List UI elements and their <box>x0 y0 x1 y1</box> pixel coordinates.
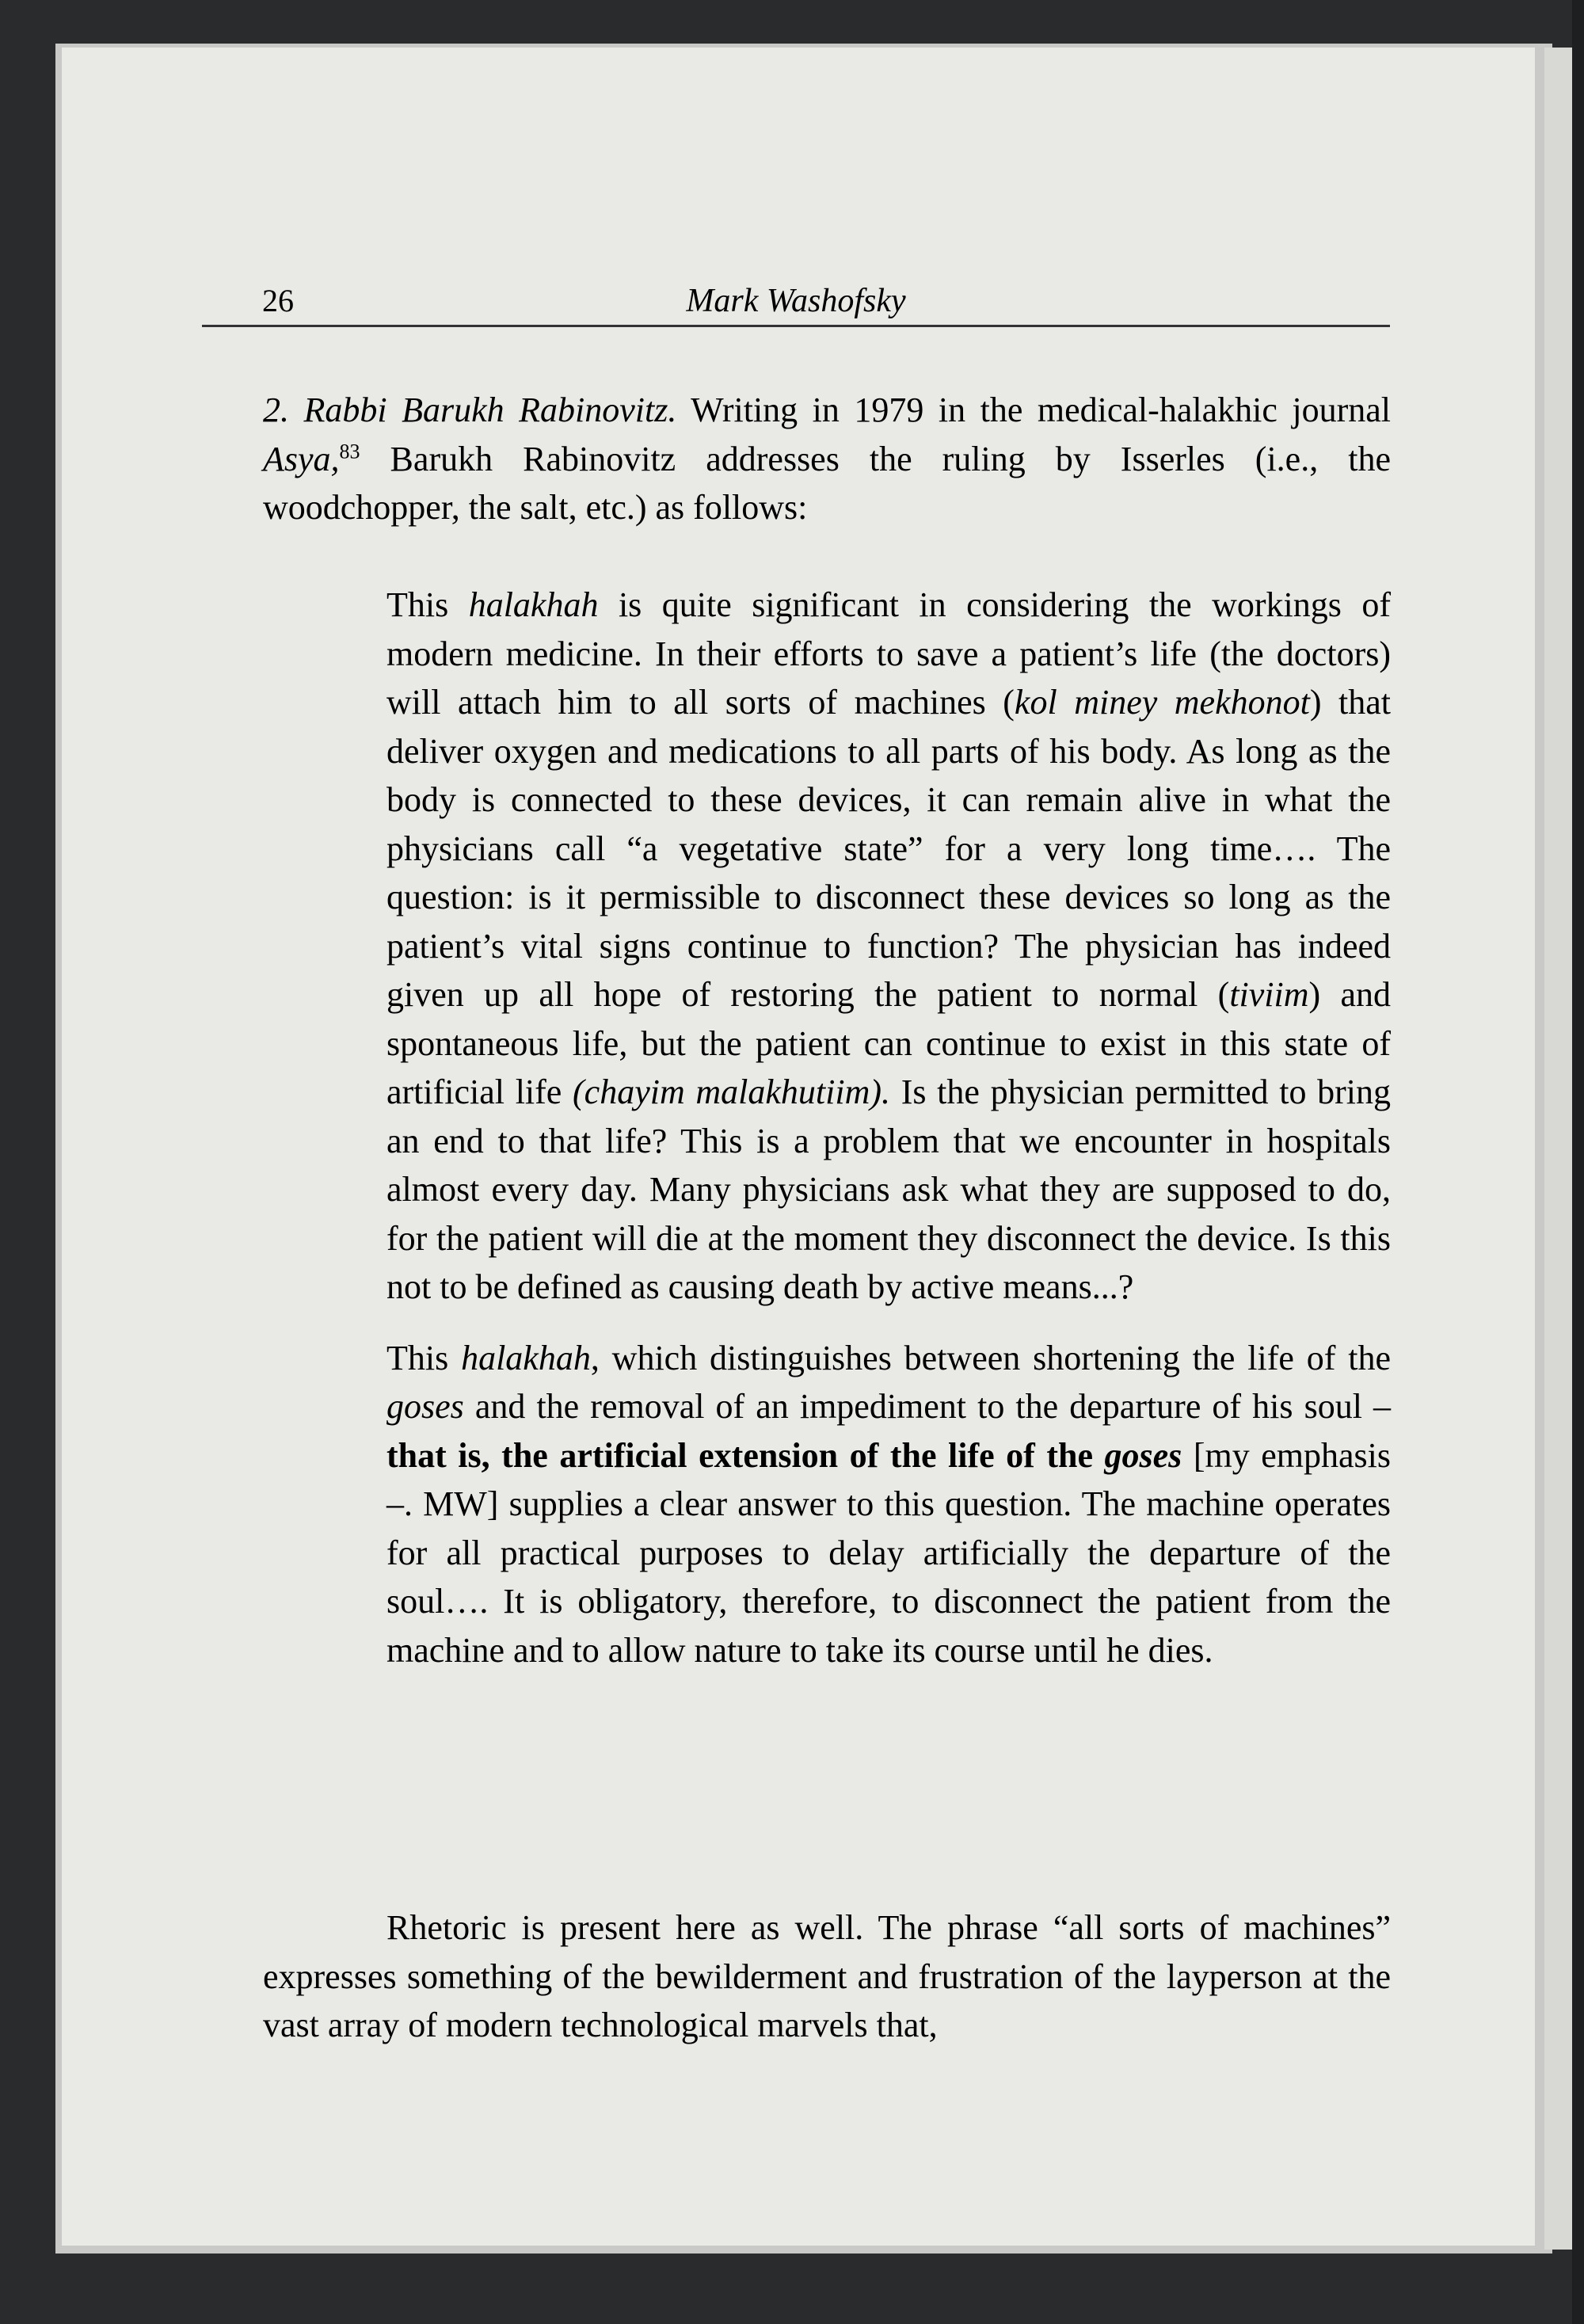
page-header <box>202 281 1390 327</box>
quote-text: is quite significant in considering the workings of modern medicine. In their efforts to save a patient’s life (the doctors) will attach him to all sorts of machines ( <box>386 585 1391 722</box>
block-quote <box>386 581 1391 1697</box>
quote-text: [my emphasis –. MW] supplies a clear answer to this question. The machine operates for all practical purposes to delay artificially the departure of the soul…. It is obligatory, therefore, to disconnect the patient from the machine and to allow nature to take its course until he dies. <box>386 1435 1391 1670</box>
term-goses: goses <box>386 1387 464 1426</box>
footnote-marker[interactable]: 83 <box>339 439 360 463</box>
term-chayim-malakhutiim: (chayim malakhutiim). <box>573 1072 891 1111</box>
quote-text: ) and spontaneous life, but the patient can continue to exist in this state of artificial life <box>386 975 1391 1111</box>
quote-text: ) that deliver oxygen and medications to all parts of his body. As long as the body is connected to these devices, it can remain alive in what the physicians call “a vegetative state” for a very long time…. The question: is it permissible to disconnect these devices so long as the patient’s vital signs continue to function? The physician has indeed given up all hope of restoring the patient to normal ( <box>386 683 1391 1014</box>
intro-text-2: Barukh Rabinovitz addresses the ruling by Isserles (i.e., the woodchopper, the salt, etc.) as follows: <box>263 439 1391 527</box>
term-kol-miney-mekhonot: kol miney mekhonot <box>1014 683 1310 722</box>
journal-name: Asya, <box>263 439 340 478</box>
page-number: 26 <box>262 283 294 318</box>
quote-text: and the removal of an impediment to the departure of his soul – <box>463 1387 1391 1426</box>
term-halakhah: halakhah <box>461 1338 591 1377</box>
quote-text: This <box>386 585 469 624</box>
term-tiviim: tiviim <box>1229 975 1309 1014</box>
emphasis-text: that is, the artificial extension of the life of the <box>386 1435 1105 1475</box>
quote-text: , which distinguishes between shortening the life of the <box>590 1338 1391 1377</box>
quote-text: This <box>386 1338 462 1377</box>
background-edge <box>1572 0 1584 2324</box>
section-label: 2. Rabbi Barukh Rabinovitz. <box>263 391 677 429</box>
quote-text: Is the physician permitted to bring an end to that life? This is a problem that we encounter in hospitals almost every day. Many physicians ask what they are supposed to do, for the patient will die at the moment they disconnect the device. Is this not to be defined as causing death by active means...? <box>386 1072 1392 1306</box>
closing-paragraph: Rhetoric is present here as well. The phrase “all sorts of machines” expresses something of the bewilderment and frustration of the layperson at the vast array of modern technological marvels that, <box>263 1908 1391 2044</box>
quote-paragraph-1 <box>386 581 1391 1312</box>
running-head: Mark Washofsky <box>686 283 906 319</box>
emphasis-term-goses: goses <box>1104 1435 1182 1475</box>
intro-text-1: Writing in 1979 in the medical-halakhic journal <box>676 391 1391 429</box>
quote-paragraph-2 <box>386 1334 1391 1675</box>
intro-paragraph <box>263 386 1391 532</box>
term-halakhah: halakhah <box>468 585 599 624</box>
